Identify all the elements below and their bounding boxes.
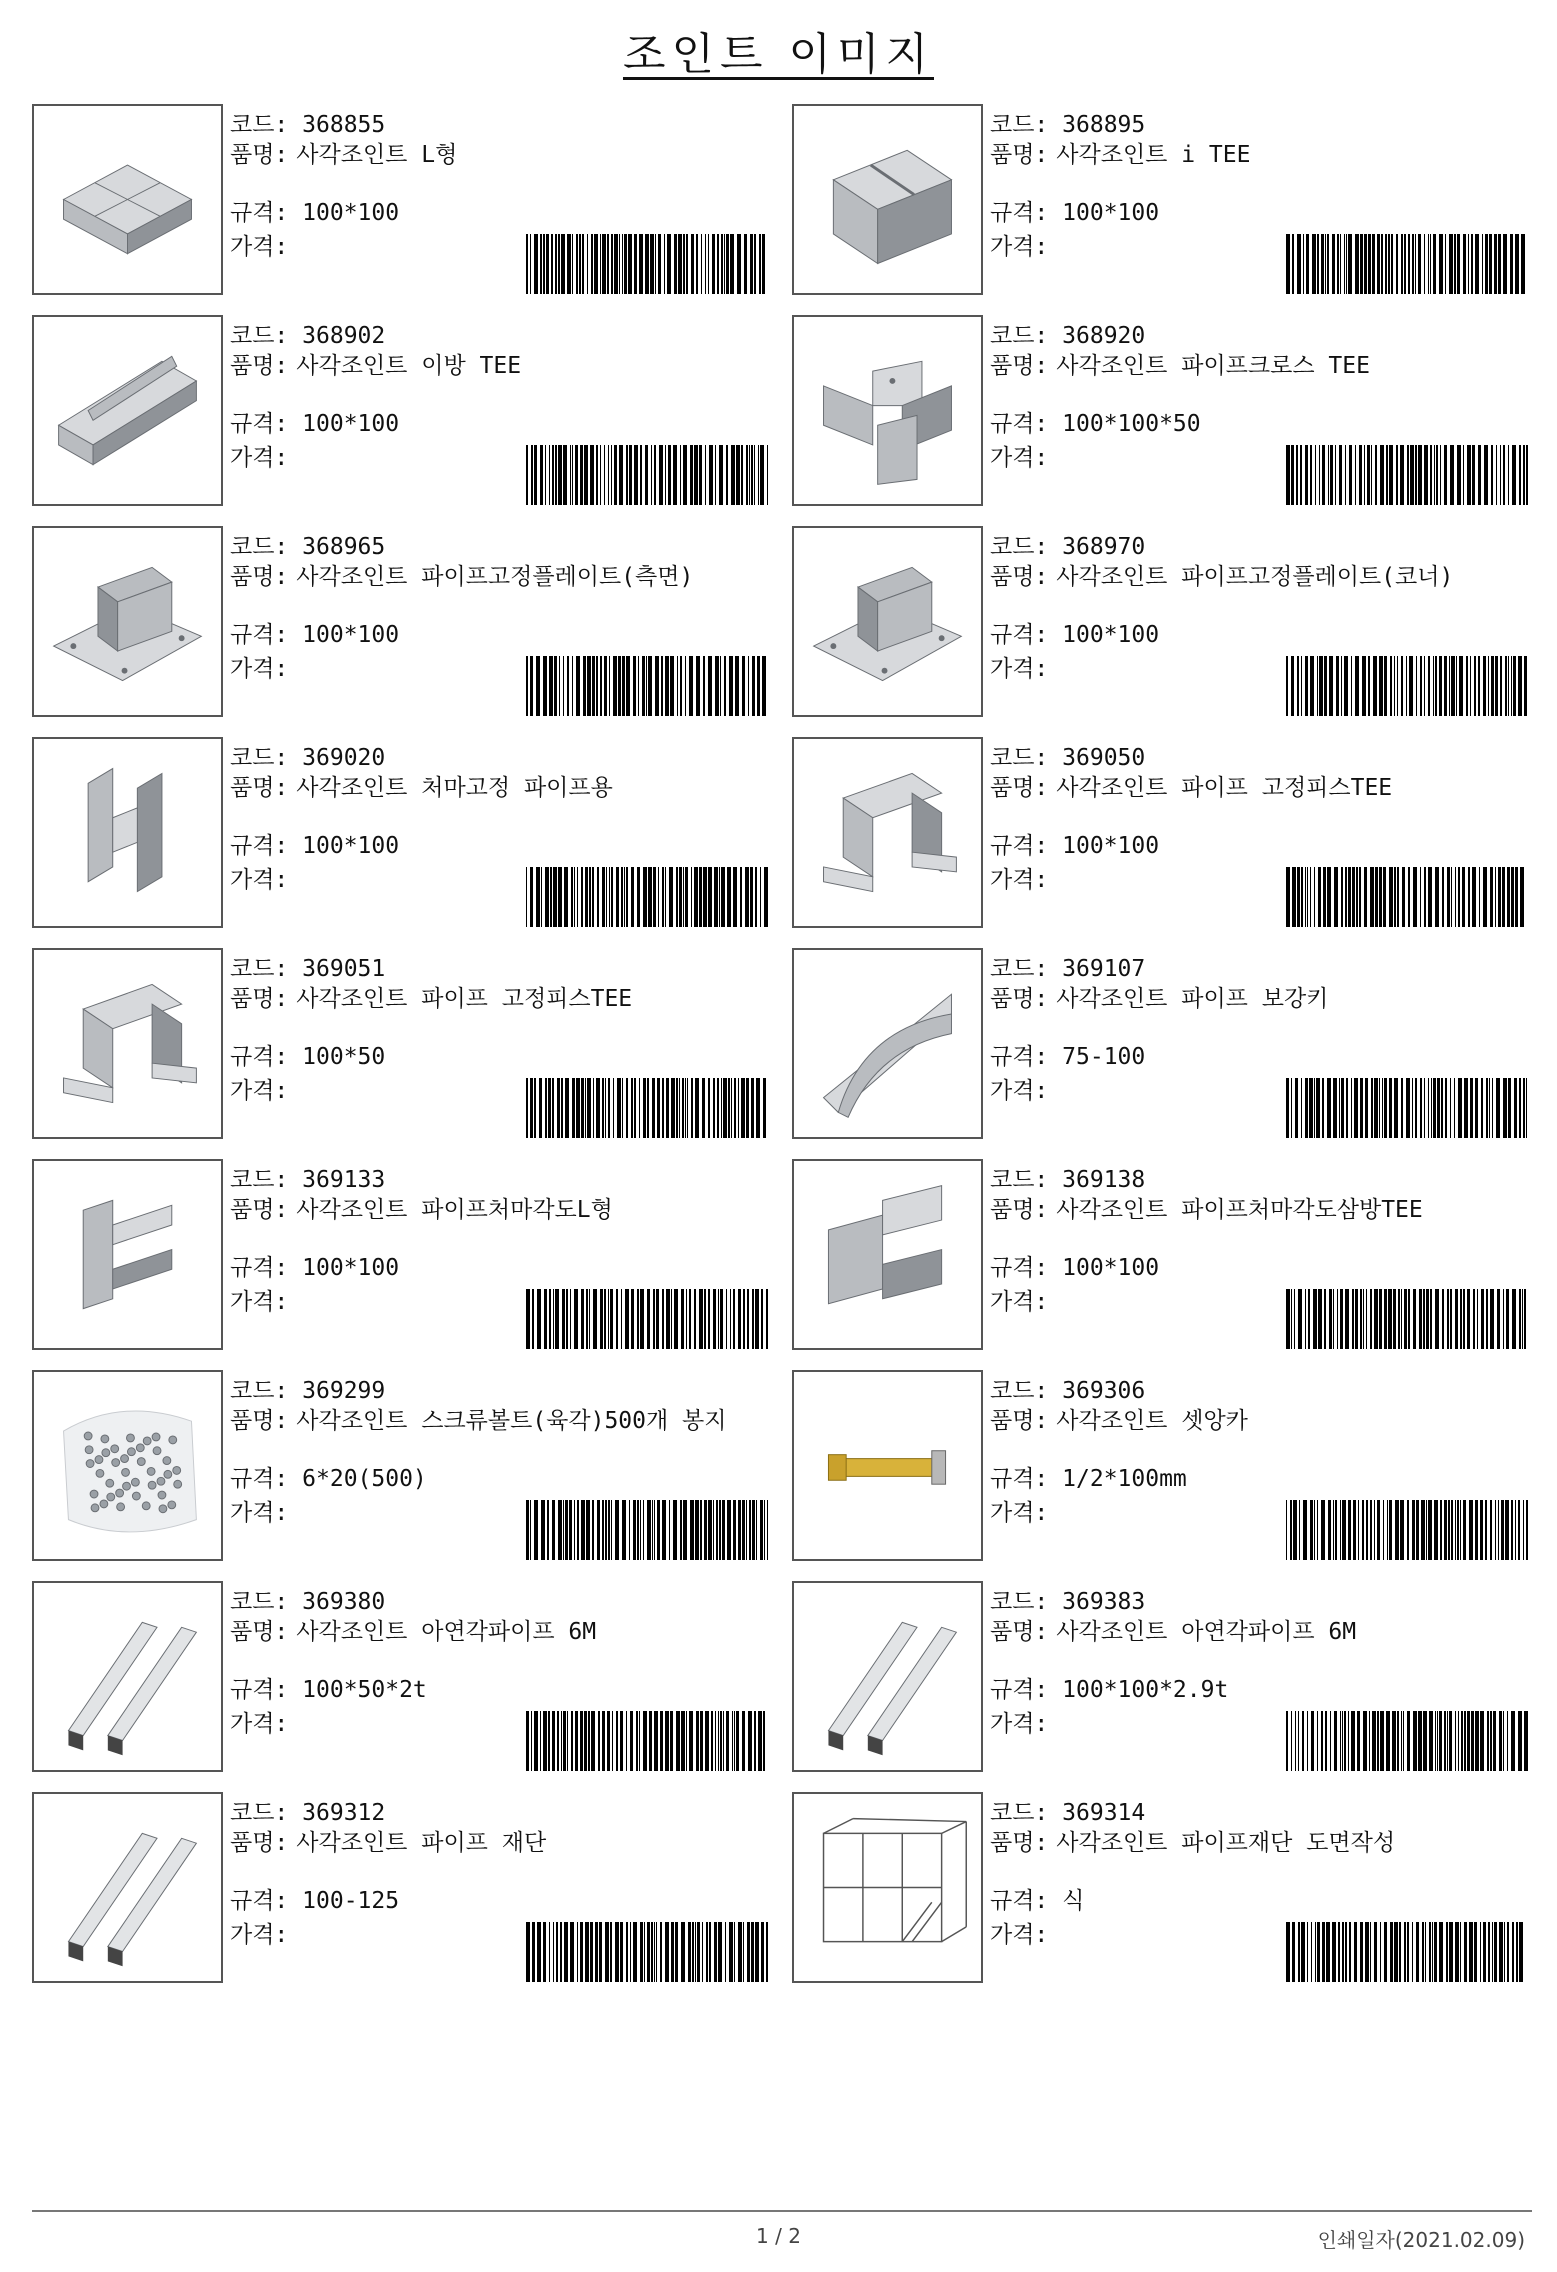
name-label: 품명: bbox=[230, 775, 289, 801]
price-label: 가격: bbox=[230, 1500, 289, 1526]
name-value: 사각조인트 파이프처마각도L형 bbox=[296, 1197, 613, 1223]
code-label: 코드: bbox=[230, 956, 289, 982]
product-info bbox=[990, 1798, 1530, 1858]
name-row bbox=[990, 1195, 1530, 1225]
code-row bbox=[990, 1376, 1530, 1406]
spec-value: 100*100 bbox=[1062, 1255, 1160, 1281]
footer-divider bbox=[32, 2210, 1532, 2212]
price-row bbox=[990, 1076, 1048, 1106]
spec-label: 규격: bbox=[230, 1466, 289, 1492]
product-card bbox=[792, 1159, 1532, 1350]
price-label: 가격: bbox=[990, 1078, 1049, 1104]
spec-label: 규격: bbox=[990, 1044, 1049, 1070]
name-row bbox=[230, 1617, 770, 1647]
product-info bbox=[990, 110, 1530, 170]
name-value: 사각조인트 파이프재단 도면작성 bbox=[1056, 1830, 1396, 1856]
code-label: 코드: bbox=[990, 956, 1049, 982]
product-image bbox=[32, 1159, 223, 1350]
code-value: 369050 bbox=[1062, 745, 1146, 771]
product-image bbox=[792, 1792, 983, 1983]
product-image bbox=[792, 315, 983, 506]
barcode bbox=[1284, 656, 1530, 716]
price-label: 가격: bbox=[990, 1289, 1049, 1315]
name-label: 품명: bbox=[230, 142, 289, 168]
name-label: 품명: bbox=[230, 986, 289, 1012]
price-row bbox=[990, 232, 1048, 262]
code-value: 369138 bbox=[1062, 1167, 1146, 1193]
code-value: 369051 bbox=[302, 956, 386, 982]
code-row bbox=[230, 321, 770, 351]
spec-row bbox=[990, 620, 1159, 650]
spec-label: 규격: bbox=[990, 1466, 1049, 1492]
product-image-graphic bbox=[34, 739, 221, 926]
code-label: 코드: bbox=[230, 112, 289, 138]
name-value: 사각조인트 파이프 고정피스TEE bbox=[1056, 775, 1393, 801]
name-value: 사각조인트 파이프 보강키 bbox=[1056, 986, 1329, 1012]
name-value: 사각조인트 파이프처마각도삼방TEE bbox=[1056, 1197, 1423, 1223]
name-label: 품명: bbox=[230, 1619, 289, 1645]
spec-row bbox=[990, 1042, 1145, 1072]
barcode bbox=[1284, 867, 1530, 927]
barcode bbox=[524, 867, 770, 927]
spec-value: 100*100 bbox=[302, 622, 400, 648]
price-row bbox=[990, 654, 1048, 684]
price-label: 가격: bbox=[230, 867, 289, 893]
name-row bbox=[230, 1195, 770, 1225]
name-value: 사각조인트 L형 bbox=[296, 142, 458, 168]
code-row bbox=[990, 532, 1530, 562]
name-label: 품명: bbox=[990, 1408, 1049, 1434]
code-label: 코드: bbox=[990, 1800, 1049, 1826]
barcode bbox=[524, 656, 770, 716]
barcode bbox=[524, 1289, 770, 1349]
page-title: 조인트 이미지 bbox=[622, 29, 934, 80]
code-row bbox=[230, 1165, 770, 1195]
product-info bbox=[230, 954, 770, 1014]
product-info bbox=[230, 532, 770, 592]
name-value: 사각조인트 셋앙카 bbox=[1056, 1408, 1248, 1434]
code-label: 코드: bbox=[990, 745, 1049, 771]
product-grid bbox=[32, 104, 1532, 2003]
code-label: 코드: bbox=[990, 112, 1049, 138]
code-value: 369380 bbox=[302, 1589, 386, 1615]
code-row bbox=[230, 743, 770, 773]
code-value: 369306 bbox=[1062, 1378, 1146, 1404]
price-row bbox=[990, 1498, 1048, 1528]
product-info bbox=[990, 1587, 1530, 1647]
product-image-graphic bbox=[794, 528, 981, 715]
price-label: 가격: bbox=[230, 1922, 289, 1948]
product-image bbox=[32, 737, 223, 928]
spec-label: 규격: bbox=[230, 1888, 289, 1914]
code-value: 368895 bbox=[1062, 112, 1146, 138]
code-value: 368920 bbox=[1062, 323, 1146, 349]
price-row bbox=[990, 1287, 1048, 1317]
product-info bbox=[990, 532, 1530, 592]
name-value: 사각조인트 스크류볼트(육각)500개 봉지 bbox=[296, 1408, 727, 1434]
code-row bbox=[230, 532, 770, 562]
price-label: 가격: bbox=[990, 1500, 1049, 1526]
name-label: 품명: bbox=[990, 775, 1049, 801]
product-image-graphic bbox=[34, 1161, 221, 1348]
spec-value: 100*50*2t bbox=[302, 1677, 427, 1703]
code-row bbox=[230, 954, 770, 984]
barcode bbox=[524, 234, 770, 294]
product-card bbox=[792, 948, 1532, 1139]
product-image bbox=[792, 1159, 983, 1350]
name-value: 사각조인트 파이프 재단 bbox=[296, 1830, 547, 1856]
product-image-graphic bbox=[34, 106, 221, 293]
code-value: 368902 bbox=[302, 323, 386, 349]
code-row bbox=[990, 954, 1530, 984]
code-label: 코드: bbox=[230, 745, 289, 771]
product-info bbox=[990, 743, 1530, 803]
spec-label: 규격: bbox=[990, 411, 1049, 437]
code-row bbox=[230, 1798, 770, 1828]
name-label: 품명: bbox=[230, 353, 289, 379]
name-value: 사각조인트 파이프고정플레이트(측면) bbox=[296, 564, 694, 590]
product-image bbox=[32, 1581, 223, 1772]
code-row bbox=[990, 110, 1530, 140]
barcode bbox=[524, 1078, 770, 1138]
barcode bbox=[1284, 234, 1530, 294]
name-value: 사각조인트 파이프 고정피스TEE bbox=[296, 986, 633, 1012]
code-label: 코드: bbox=[230, 1378, 289, 1404]
product-card bbox=[792, 1370, 1532, 1561]
name-row bbox=[230, 773, 770, 803]
name-value: 사각조인트 아연각파이프 6M bbox=[296, 1619, 597, 1645]
spec-label: 규격: bbox=[230, 200, 289, 226]
name-row bbox=[990, 140, 1530, 170]
product-card bbox=[792, 737, 1532, 928]
price-row bbox=[230, 1920, 288, 1950]
name-row bbox=[990, 562, 1530, 592]
product-card bbox=[32, 104, 792, 295]
code-value: 368965 bbox=[302, 534, 386, 560]
code-row bbox=[990, 1165, 1530, 1195]
name-value: 사각조인트 이방 TEE bbox=[296, 353, 522, 379]
code-label: 코드: bbox=[990, 323, 1049, 349]
code-value: 369312 bbox=[302, 1800, 386, 1826]
code-label: 코드: bbox=[990, 534, 1049, 560]
name-value: 사각조인트 아연각파이프 6M bbox=[1056, 1619, 1357, 1645]
product-card bbox=[792, 104, 1532, 295]
product-card bbox=[32, 526, 792, 717]
code-row bbox=[990, 1798, 1530, 1828]
spec-value: 75-100 bbox=[1062, 1044, 1146, 1070]
product-card bbox=[792, 315, 1532, 506]
product-image-graphic bbox=[34, 950, 221, 1137]
spec-label: 규격: bbox=[990, 622, 1049, 648]
name-row bbox=[990, 1828, 1530, 1858]
product-card bbox=[32, 948, 792, 1139]
product-card bbox=[32, 737, 792, 928]
name-row bbox=[990, 984, 1530, 1014]
product-info bbox=[230, 110, 770, 170]
code-value: 369299 bbox=[302, 1378, 386, 1404]
code-label: 코드: bbox=[990, 1589, 1049, 1615]
price-label: 가격: bbox=[990, 867, 1049, 893]
name-row bbox=[230, 984, 770, 1014]
price-row bbox=[230, 232, 288, 262]
product-card bbox=[32, 315, 792, 506]
product-info bbox=[230, 1165, 770, 1225]
name-row bbox=[230, 140, 770, 170]
name-row bbox=[230, 562, 770, 592]
spec-row bbox=[230, 1253, 399, 1283]
code-row bbox=[230, 110, 770, 140]
spec-label: 규격: bbox=[230, 622, 289, 648]
product-image bbox=[32, 1792, 223, 1983]
spec-label: 규격: bbox=[990, 1677, 1049, 1703]
price-row bbox=[990, 443, 1048, 473]
barcode bbox=[1284, 1289, 1530, 1349]
code-label: 코드: bbox=[990, 1378, 1049, 1404]
code-label: 코드: bbox=[990, 1167, 1049, 1193]
product-image bbox=[792, 1581, 983, 1772]
product-image bbox=[32, 1370, 223, 1561]
product-image bbox=[792, 526, 983, 717]
barcode bbox=[1284, 445, 1530, 505]
price-label: 가격: bbox=[230, 1289, 289, 1315]
name-label: 품명: bbox=[990, 1197, 1049, 1223]
product-image bbox=[32, 104, 223, 295]
price-row bbox=[230, 1498, 288, 1528]
spec-row bbox=[230, 620, 399, 650]
spec-label: 규격: bbox=[990, 200, 1049, 226]
product-info bbox=[230, 1587, 770, 1647]
spec-row bbox=[990, 198, 1159, 228]
product-image-graphic bbox=[794, 317, 981, 504]
product-card bbox=[792, 526, 1532, 717]
spec-row bbox=[230, 1042, 385, 1072]
product-image-graphic bbox=[34, 317, 221, 504]
spec-row bbox=[230, 409, 399, 439]
product-info bbox=[230, 1376, 770, 1436]
product-image-graphic bbox=[794, 1794, 981, 1981]
code-row bbox=[990, 321, 1530, 351]
product-image bbox=[792, 1370, 983, 1561]
spec-label: 규격: bbox=[230, 411, 289, 437]
price-label: 가격: bbox=[990, 234, 1049, 260]
price-row bbox=[990, 865, 1048, 895]
name-value: 사각조인트 파이프고정플레이트(코너) bbox=[1056, 564, 1454, 590]
spec-label: 규격: bbox=[990, 1255, 1049, 1281]
code-value: 368970 bbox=[1062, 534, 1146, 560]
price-row bbox=[230, 1076, 288, 1106]
spec-row bbox=[990, 409, 1201, 439]
code-value: 369107 bbox=[1062, 956, 1146, 982]
spec-row bbox=[230, 1464, 427, 1494]
name-value: 사각조인트 i TEE bbox=[1056, 142, 1251, 168]
spec-label: 규격: bbox=[990, 1888, 1049, 1914]
product-image-graphic bbox=[794, 106, 981, 293]
price-row bbox=[230, 865, 288, 895]
price-label: 가격: bbox=[230, 1711, 289, 1737]
barcode bbox=[1284, 1078, 1530, 1138]
product-card bbox=[792, 1792, 1532, 1983]
price-row bbox=[230, 443, 288, 473]
product-card bbox=[32, 1159, 792, 1350]
code-row bbox=[990, 1587, 1530, 1617]
product-card bbox=[32, 1581, 792, 1772]
name-label: 품명: bbox=[990, 142, 1049, 168]
spec-value: 100*100 bbox=[302, 411, 400, 437]
name-label: 품명: bbox=[230, 1408, 289, 1434]
spec-row bbox=[990, 1675, 1228, 1705]
product-info bbox=[230, 1798, 770, 1858]
product-image bbox=[792, 737, 983, 928]
code-row bbox=[990, 743, 1530, 773]
barcode bbox=[1284, 1500, 1530, 1560]
spec-row bbox=[230, 1675, 427, 1705]
code-label: 코드: bbox=[230, 323, 289, 349]
product-image-graphic bbox=[34, 528, 221, 715]
spec-label: 규격: bbox=[230, 1255, 289, 1281]
product-image bbox=[792, 104, 983, 295]
price-label: 가격: bbox=[230, 445, 289, 471]
price-label: 가격: bbox=[990, 1922, 1049, 1948]
spec-value: 100*100*50 bbox=[1062, 411, 1201, 437]
product-image-graphic bbox=[794, 1372, 981, 1559]
product-image bbox=[32, 315, 223, 506]
name-row bbox=[230, 1406, 770, 1436]
product-card bbox=[32, 1370, 792, 1561]
barcode bbox=[1284, 1922, 1530, 1982]
code-value: 369020 bbox=[302, 745, 386, 771]
spec-row bbox=[230, 1886, 399, 1916]
spec-row bbox=[990, 831, 1159, 861]
name-label: 품명: bbox=[990, 1619, 1049, 1645]
name-value: 사각조인트 파이프크로스 TEE bbox=[1056, 353, 1370, 379]
name-label: 품명: bbox=[230, 1830, 289, 1856]
name-row bbox=[990, 1406, 1530, 1436]
product-image bbox=[32, 948, 223, 1139]
code-label: 코드: bbox=[230, 1589, 289, 1615]
spec-value: 100*100 bbox=[1062, 833, 1160, 859]
price-row bbox=[230, 654, 288, 684]
spec-value: 식 bbox=[1062, 1888, 1085, 1914]
price-label: 가격: bbox=[230, 234, 289, 260]
spec-row bbox=[230, 198, 399, 228]
price-label: 가격: bbox=[230, 1078, 289, 1104]
spec-value: 100*100 bbox=[302, 200, 400, 226]
spec-label: 규격: bbox=[990, 833, 1049, 859]
code-label: 코드: bbox=[230, 534, 289, 560]
name-label: 품명: bbox=[990, 353, 1049, 379]
name-row bbox=[990, 351, 1530, 381]
price-row bbox=[990, 1920, 1048, 1950]
code-label: 코드: bbox=[230, 1167, 289, 1193]
page-number: 1 / 2 bbox=[756, 2224, 801, 2248]
barcode bbox=[524, 445, 770, 505]
spec-row bbox=[230, 831, 399, 861]
product-info bbox=[990, 954, 1530, 1014]
name-label: 품명: bbox=[990, 1830, 1049, 1856]
name-row bbox=[230, 351, 770, 381]
price-row bbox=[230, 1709, 288, 1739]
price-row bbox=[990, 1709, 1048, 1739]
price-label: 가격: bbox=[990, 656, 1049, 682]
spec-value: 100-125 bbox=[302, 1888, 400, 1914]
spec-value: 100*100 bbox=[302, 1255, 400, 1281]
name-label: 품명: bbox=[230, 564, 289, 590]
print-date: 인쇄일자(2021.02.09) bbox=[1317, 2228, 1525, 2252]
name-row bbox=[990, 773, 1530, 803]
code-row bbox=[230, 1587, 770, 1617]
product-image-graphic bbox=[794, 1583, 981, 1770]
spec-row bbox=[990, 1253, 1159, 1283]
product-image-graphic bbox=[794, 1161, 981, 1348]
barcode bbox=[524, 1711, 770, 1771]
spec-value: 100*100 bbox=[1062, 200, 1160, 226]
spec-label: 규격: bbox=[230, 833, 289, 859]
product-image-graphic bbox=[34, 1794, 221, 1981]
price-label: 가격: bbox=[230, 656, 289, 682]
code-value: 368855 bbox=[302, 112, 386, 138]
product-image-graphic bbox=[34, 1583, 221, 1770]
spec-value: 100*50 bbox=[302, 1044, 386, 1070]
product-image bbox=[32, 526, 223, 717]
product-info bbox=[990, 321, 1530, 381]
product-info bbox=[230, 321, 770, 381]
name-row bbox=[990, 1617, 1530, 1647]
spec-value: 100*100 bbox=[1062, 622, 1160, 648]
name-value: 사각조인트 처마고정 파이프용 bbox=[296, 775, 613, 801]
price-row bbox=[230, 1287, 288, 1317]
spec-value: 100*100*2.9t bbox=[1062, 1677, 1229, 1703]
product-image bbox=[792, 948, 983, 1139]
product-image-graphic bbox=[794, 950, 981, 1137]
code-row bbox=[230, 1376, 770, 1406]
spec-label: 규격: bbox=[230, 1044, 289, 1070]
name-row bbox=[230, 1828, 770, 1858]
product-image-graphic bbox=[794, 739, 981, 926]
product-card bbox=[792, 1581, 1532, 1772]
spec-value: 1/2*100mm bbox=[1062, 1466, 1187, 1492]
price-label: 가격: bbox=[990, 1711, 1049, 1737]
product-image-graphic bbox=[34, 1372, 221, 1559]
code-value: 369133 bbox=[302, 1167, 386, 1193]
name-label: 품명: bbox=[230, 1197, 289, 1223]
name-label: 품명: bbox=[990, 564, 1049, 590]
barcode bbox=[524, 1922, 770, 1982]
product-info bbox=[990, 1165, 1530, 1225]
code-label: 코드: bbox=[230, 1800, 289, 1826]
product-card bbox=[32, 1792, 792, 1983]
code-value: 369383 bbox=[1062, 1589, 1146, 1615]
name-label: 품명: bbox=[990, 986, 1049, 1012]
product-info bbox=[990, 1376, 1530, 1436]
code-value: 369314 bbox=[1062, 1800, 1146, 1826]
spec-value: 100*100 bbox=[302, 833, 400, 859]
barcode bbox=[524, 1500, 770, 1560]
spec-value: 6*20(500) bbox=[302, 1466, 427, 1492]
barcode bbox=[1284, 1711, 1530, 1771]
spec-row bbox=[990, 1464, 1187, 1494]
product-info bbox=[230, 743, 770, 803]
spec-label: 규격: bbox=[230, 1677, 289, 1703]
spec-row bbox=[990, 1886, 1084, 1916]
price-label: 가격: bbox=[990, 445, 1049, 471]
